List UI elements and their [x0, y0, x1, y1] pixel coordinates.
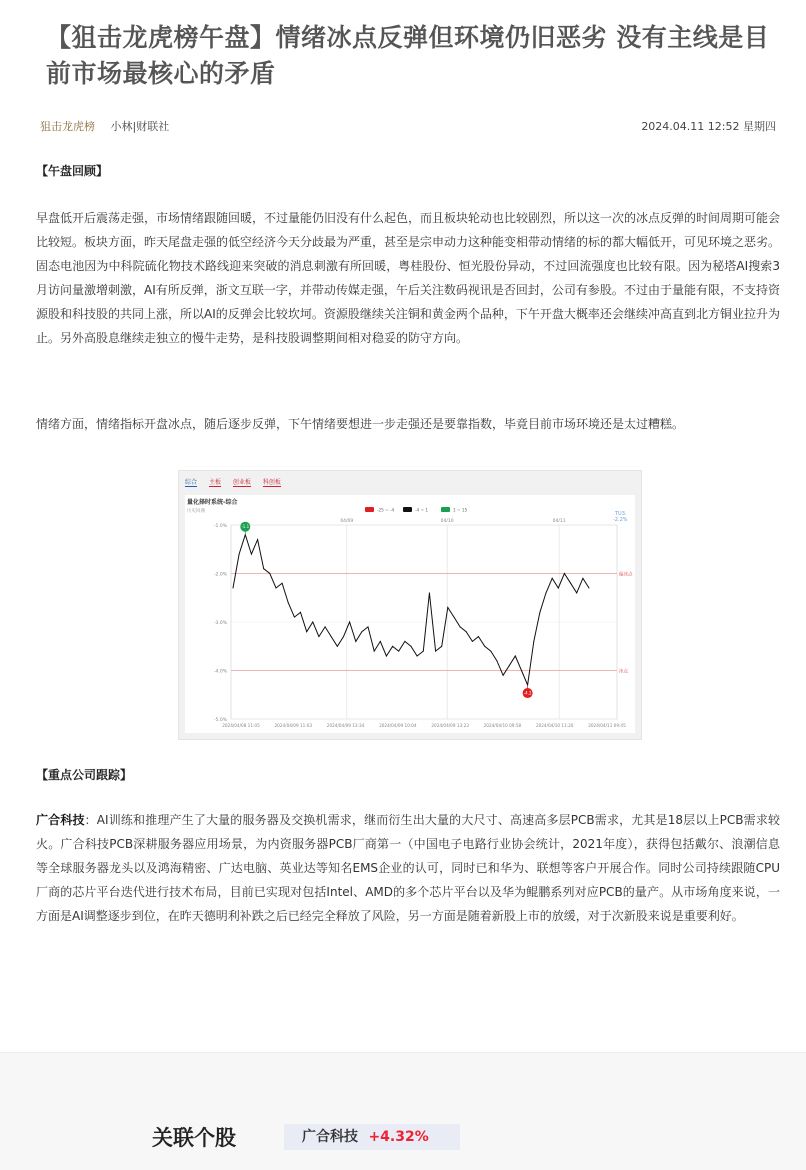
data-point [233, 588, 234, 589]
x-tick-label: 2024/04/10 11:20 [535, 723, 574, 728]
series-line [233, 535, 589, 685]
author-name: 小林|财联社 [110, 120, 170, 133]
data-point [552, 578, 553, 579]
chart-legend [365, 507, 467, 513]
data-point [570, 583, 571, 584]
data-point [454, 617, 455, 618]
chart-value-pct: -2.2% [613, 517, 628, 523]
related-stocks-band [0, 1052, 806, 1170]
chart-panel-title: 量化择时系统-综合 [187, 499, 238, 506]
data-point [312, 622, 313, 623]
day-label: 04/10 [440, 519, 454, 524]
data-point [423, 651, 424, 652]
chart-panel-subtitle: 历史回溯 [187, 509, 205, 514]
data-point [503, 675, 504, 676]
chart-tab[interactable]: 主板 [208, 479, 221, 486]
data-point [576, 592, 577, 593]
stock-name: 广合科技 [302, 1129, 358, 1145]
data-point [239, 554, 240, 555]
chart-markers [240, 522, 532, 698]
data-point [521, 670, 522, 671]
x-tick-label: 2024/04/09 11:03 [274, 723, 313, 728]
chart-axes [214, 518, 633, 728]
data-point [404, 641, 405, 642]
chart-tab[interactable]: 创业板 [232, 479, 251, 486]
data-point [447, 607, 448, 608]
data-point [589, 588, 590, 589]
y-tick-label: -3.0% [213, 621, 227, 626]
data-point [349, 622, 350, 623]
data-point [368, 626, 369, 627]
reference-label: 偏冰点 [619, 572, 633, 578]
review-paragraph-1: 早盘低开后震荡走强，市场情绪跟随回暖，不过量能仍旧没有什么起色，而且板块轮动也比较剧烈，所以这一次的冰点反弹的时间周期可能会比较短。板块方面，昨天尾盘走强的低空经济今天分歧最为严重，甚至是宗申动力这种能变相带动情绪的标的都大幅低开，可见环境之恶劣。固态电池因为中科院硫化物技术路线迎来突破的消息刺激有所回暖，粤桂股份、恒光股份异动，不过回流强度也比较有限。因为秘塔AI搜索3月访问量激增刺激，AI有所反弹，浙文互联一字，并带动传媒走强，午后关注数码视讯是否回封，公司有参股。不过由于量能有限，不支持资源股和科技股的共同上涨，所以AI的反弹会比较坎坷。资源股继续关注铜和黄金两个品种，下午开盘大概率还会继续冲高直到北方铜业拉升为止。另外高股息继续走独立的慢牛走势，是科技股调整期间相对稳妥的防守方向。 [36, 211, 781, 345]
section-heading-review: 【午盘回顾】 [36, 164, 109, 178]
data-point [429, 592, 430, 593]
legend-swatch [441, 507, 450, 512]
data-point [564, 573, 565, 574]
day-label: 04/11 [552, 519, 566, 524]
marker-label: -4.2 [523, 690, 532, 696]
chart-tabs [185, 477, 291, 491]
data-point [306, 631, 307, 632]
data-point [546, 592, 547, 593]
data-point [441, 646, 442, 647]
data-point [558, 588, 559, 589]
data-point [325, 626, 326, 627]
article-meta [40, 118, 780, 136]
data-point [355, 641, 356, 642]
line-chart [185, 495, 635, 733]
data-point [331, 636, 332, 637]
data-point [374, 651, 375, 652]
x-tick-label: 2024/04/09 13:34 [326, 723, 365, 728]
legend-label: -25 ~ -4 [377, 507, 395, 513]
x-tick-label: 2024/04/08 11:05 [222, 723, 260, 728]
y-tick-label: -4.0% [213, 669, 227, 675]
data-point [288, 602, 289, 603]
data-point [337, 646, 338, 647]
data-point [509, 665, 510, 666]
x-tick-label: 2024/04/11 09:45 [588, 723, 626, 728]
chart-tab[interactable]: 科创板 [262, 479, 281, 486]
article-title: 【狙击龙虎榜午盘】情绪冰点反弹但环境仍旧恶劣 没有主线是目前市场最核心的矛盾 [46, 23, 770, 88]
company-name[interactable]: 广合科技 [36, 813, 85, 827]
data-point [411, 646, 412, 647]
publish-datetime: 2024.04.11 12:52 星期四 [641, 120, 776, 133]
data-point [263, 568, 264, 569]
related-stock-chip[interactable] [284, 1124, 460, 1150]
data-point [435, 651, 436, 652]
y-tick-label: -5.0% [213, 718, 227, 723]
data-point [398, 651, 399, 652]
legend-label: -4 ~ 1 [415, 507, 429, 513]
data-point [417, 656, 418, 657]
data-point [276, 588, 277, 589]
section-heading-tracking: 【重点公司跟踪】 [36, 768, 133, 782]
marker-label: -1.1 [241, 524, 250, 530]
data-point [496, 660, 497, 661]
data-point [460, 626, 461, 627]
data-point [386, 656, 387, 657]
review-paragraph-2: 情绪方面，情绪指标开盘冰点，随后逐步反弹，下午情绪要想进一步走强还是要靠指数，毕竟目前市场环境还是太过糟糕。 [36, 417, 685, 431]
chart-value-label: TU3. [615, 511, 627, 517]
data-point [251, 554, 252, 555]
data-point [318, 636, 319, 637]
source-link[interactable]: 狙击龙虎榜 [40, 120, 95, 133]
company-paragraph [36, 808, 780, 928]
chart-series [233, 534, 590, 685]
legend-swatch [365, 507, 374, 512]
y-tick-label: -2.0% [213, 572, 227, 578]
data-point [539, 612, 540, 613]
x-tick-label: 2024/04/10 09:58 [483, 723, 522, 728]
sentiment-chart-image [178, 470, 642, 740]
day-label: 04/09 [340, 519, 354, 524]
data-point [533, 641, 534, 642]
chart-tab[interactable]: 综合 [185, 479, 198, 486]
data-point [490, 651, 491, 652]
legend-label: 1 ~ 15 [453, 507, 468, 513]
x-tick-label: 2024/04/09 10:04 [379, 723, 417, 728]
chart-plot-area [185, 495, 635, 733]
data-point [582, 578, 583, 579]
data-point [392, 646, 393, 647]
chart-grid [231, 525, 617, 719]
data-point [282, 583, 283, 584]
data-point [294, 617, 295, 618]
data-point [380, 641, 381, 642]
data-point [300, 612, 301, 613]
x-tick-label: 2024/04/09 13:23 [431, 723, 469, 728]
legend-swatch [403, 507, 412, 512]
y-tick-label: -1.0% [213, 524, 227, 529]
data-point [472, 641, 473, 642]
data-point [484, 646, 485, 647]
data-point [257, 539, 258, 540]
data-point [343, 636, 344, 637]
data-point [269, 573, 270, 574]
reference-label: 冰点 [619, 669, 628, 675]
company-text: ：AI训练和推理产生了大量的服务器及交换机需求，继而衍生出大量的大尺寸、高速高多层PCB需求，尤其是18层以上PCB需求较火。广合科技PCB深耕服务器应用场景，为内资服务器PCB厂商第一（中国电子电路行业协会统计，2021年度），获得包括戴尔、浪潮信息等全球服务器龙头以及鸿海精密、广达电脑、英业达等知名EMS企业的认可，同时已和华为、联想等客户开展合作。同时公司持续跟随CPU厂商的芯片平台迭代进行技术布局，目前已实现对包括Intel、AMD的多个芯片平台以及华为鲲鹏系列对应PCB的量产。从市场角度来说，一方面是AI调整逐步到位，在昨天德明利补跌之后已经完全释放了风险，另一方面是随着新股上市的放缓，对于次新股来说是重要利好。 [36, 813, 780, 923]
stock-change: +4.32% [368, 1129, 429, 1145]
data-point [466, 631, 467, 632]
data-point [478, 636, 479, 637]
related-stocks-heading: 关联个股 [152, 1126, 236, 1150]
data-point [515, 656, 516, 657]
data-point [361, 631, 362, 632]
